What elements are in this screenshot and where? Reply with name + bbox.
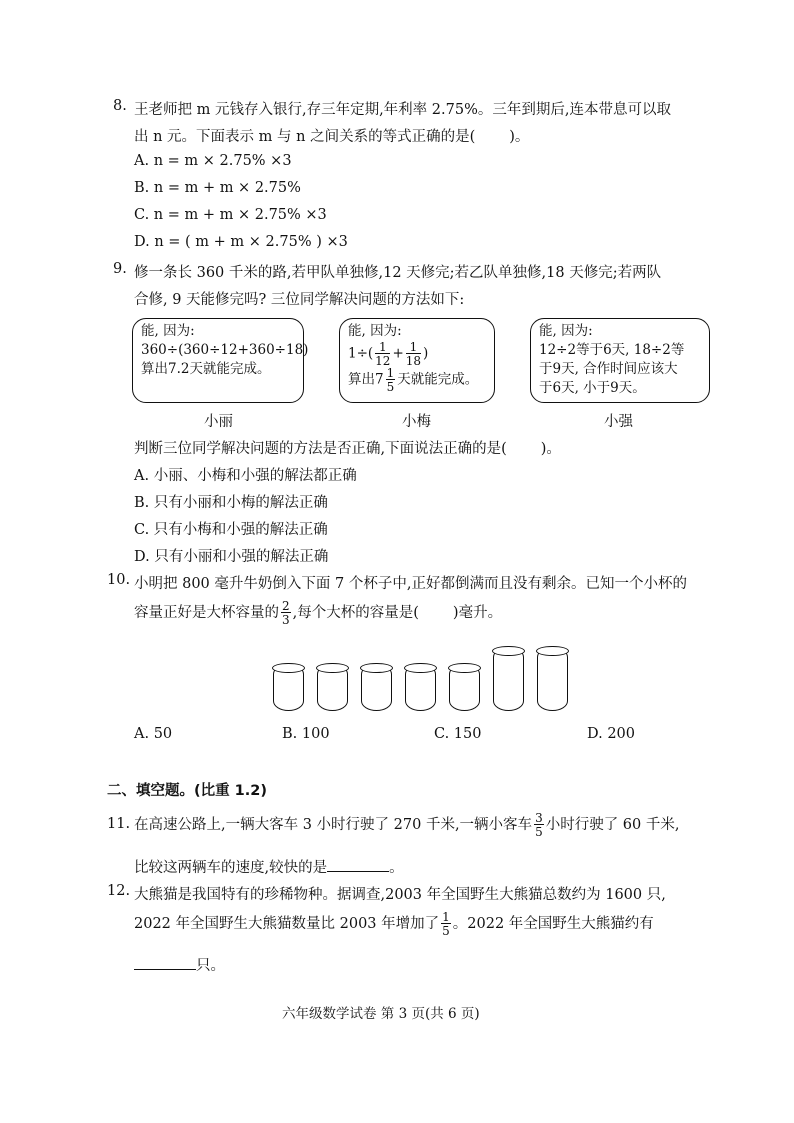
q9-option-c[interactable]: C. 只有小梅和小强的解法正确 bbox=[134, 522, 328, 538]
section-title: 二、填空题。(比重 1.2) bbox=[107, 783, 267, 799]
name-xiaoqiang: 小强 bbox=[604, 414, 633, 430]
q12-line3: 只。 bbox=[134, 954, 225, 975]
q10-line1: 小明把 800 毫升牛奶倒入下面 7 个杯子中,正好都倒满而且没有剩余。已知一个小杯的 bbox=[134, 576, 687, 592]
small-cup bbox=[405, 664, 436, 711]
q10-option-d[interactable]: D. 200 bbox=[587, 726, 636, 742]
q12-number: 12. bbox=[107, 883, 131, 899]
q10-option-c[interactable]: C. 150 bbox=[434, 726, 482, 742]
q9-option-a[interactable]: A. 小丽、小梅和小强的解法都正确 bbox=[134, 468, 357, 484]
q11-line1: 在高速公路上,一辆大客车 3 小时行驶了 270 千米,一辆小客车 $\frac{3}{5}$ 小时行驶了 60 千米, bbox=[134, 811, 680, 839]
q12-line1: 大熊猫是我国特有的珍稀物种。据调查,2003 年全国野生大熊猫总数约为 1600 只, bbox=[134, 887, 666, 903]
q10-number: 10. bbox=[107, 572, 131, 588]
q9-option-d[interactable]: D. 只有小丽和小强的解法正确 bbox=[134, 549, 329, 565]
q10-option-a[interactable]: A. 50 bbox=[134, 726, 173, 742]
q9-line2: 合修, 9 天能修完吗? 三位同学解决问题的方法如下: bbox=[134, 292, 465, 308]
name-xiaoli: 小丽 bbox=[204, 414, 233, 430]
q8-number: 8. bbox=[113, 98, 127, 114]
large-cup bbox=[493, 647, 524, 711]
q8-option-d[interactable]: D. n = ( m + m × 2.75% ) ×3 bbox=[134, 234, 348, 250]
q8-option-a[interactable]: A. n = m × 2.75% ×3 bbox=[134, 153, 292, 169]
large-cup bbox=[537, 647, 568, 711]
q10-line2: 容量正好是大杯容量的 $\frac{2}{3}$ ,每个大杯的容量是( )毫升。 bbox=[134, 599, 503, 627]
small-cup bbox=[317, 664, 348, 711]
q9-line3: 判断三位同学解决问题的方法是否正确,下面说法正确的是( )。 bbox=[134, 441, 561, 457]
q9-option-b[interactable]: B. 只有小丽和小梅的解法正确 bbox=[134, 495, 328, 511]
small-cup bbox=[273, 664, 304, 711]
small-cup bbox=[361, 664, 392, 711]
q8-option-b[interactable]: B. n = m + m × 2.75% bbox=[134, 180, 301, 196]
q11-line2: 比较这两辆车的速度,较快的是 。 bbox=[134, 856, 404, 877]
q10-option-b[interactable]: B. 100 bbox=[282, 726, 330, 742]
q8-option-c[interactable]: C. n = m + m × 2.75% ×3 bbox=[134, 207, 327, 223]
method-box-xiaoqiang: 能, 因为: 12÷2等于6天, 18÷2等 于9天, 合作时间应该大 于6天, 小于9天。 bbox=[530, 318, 710, 403]
q11-number: 11. bbox=[107, 816, 131, 832]
name-xiaomei: 小梅 bbox=[402, 414, 431, 430]
method-box-xiaomei: 能, 因为: 1÷( $\frac{1}{12}$ + $\frac{1}{18}$ ) 算出7 $\frac{1}{5}$ 天就能完成。 bbox=[339, 318, 495, 403]
method-box-xiaoli: 能, 因为: 360÷(360÷12+360÷18) 算出7.2天就能完成。 bbox=[132, 318, 304, 403]
q12-line2: 2022 年全国野生大熊猫数量比 2003 年增加了 $\frac{1}{5}$ 。2022 年全国野生大熊猫约有 bbox=[134, 910, 654, 938]
q9-line1: 修一条长 360 千米的路,若甲队单独修,12 天修完;若乙队单独修,18 天修完;若两队 bbox=[134, 265, 662, 281]
small-cup bbox=[449, 664, 480, 711]
answer-blank[interactable] bbox=[327, 857, 389, 872]
q8-line1: 王老师把 m 元钱存入银行,存三年定期,年利率 2.75%。三年到期后,连本带息可以取 bbox=[134, 102, 671, 118]
q8-line2: 出 n 元。下面表示 m 与 n 之间关系的等式正确的是( )。 bbox=[134, 129, 530, 145]
q9-number: 9. bbox=[113, 261, 127, 277]
page-footer: 六年级数学试卷 第 3 页(共 6 页) bbox=[282, 1006, 480, 1022]
answer-blank[interactable] bbox=[134, 955, 196, 970]
